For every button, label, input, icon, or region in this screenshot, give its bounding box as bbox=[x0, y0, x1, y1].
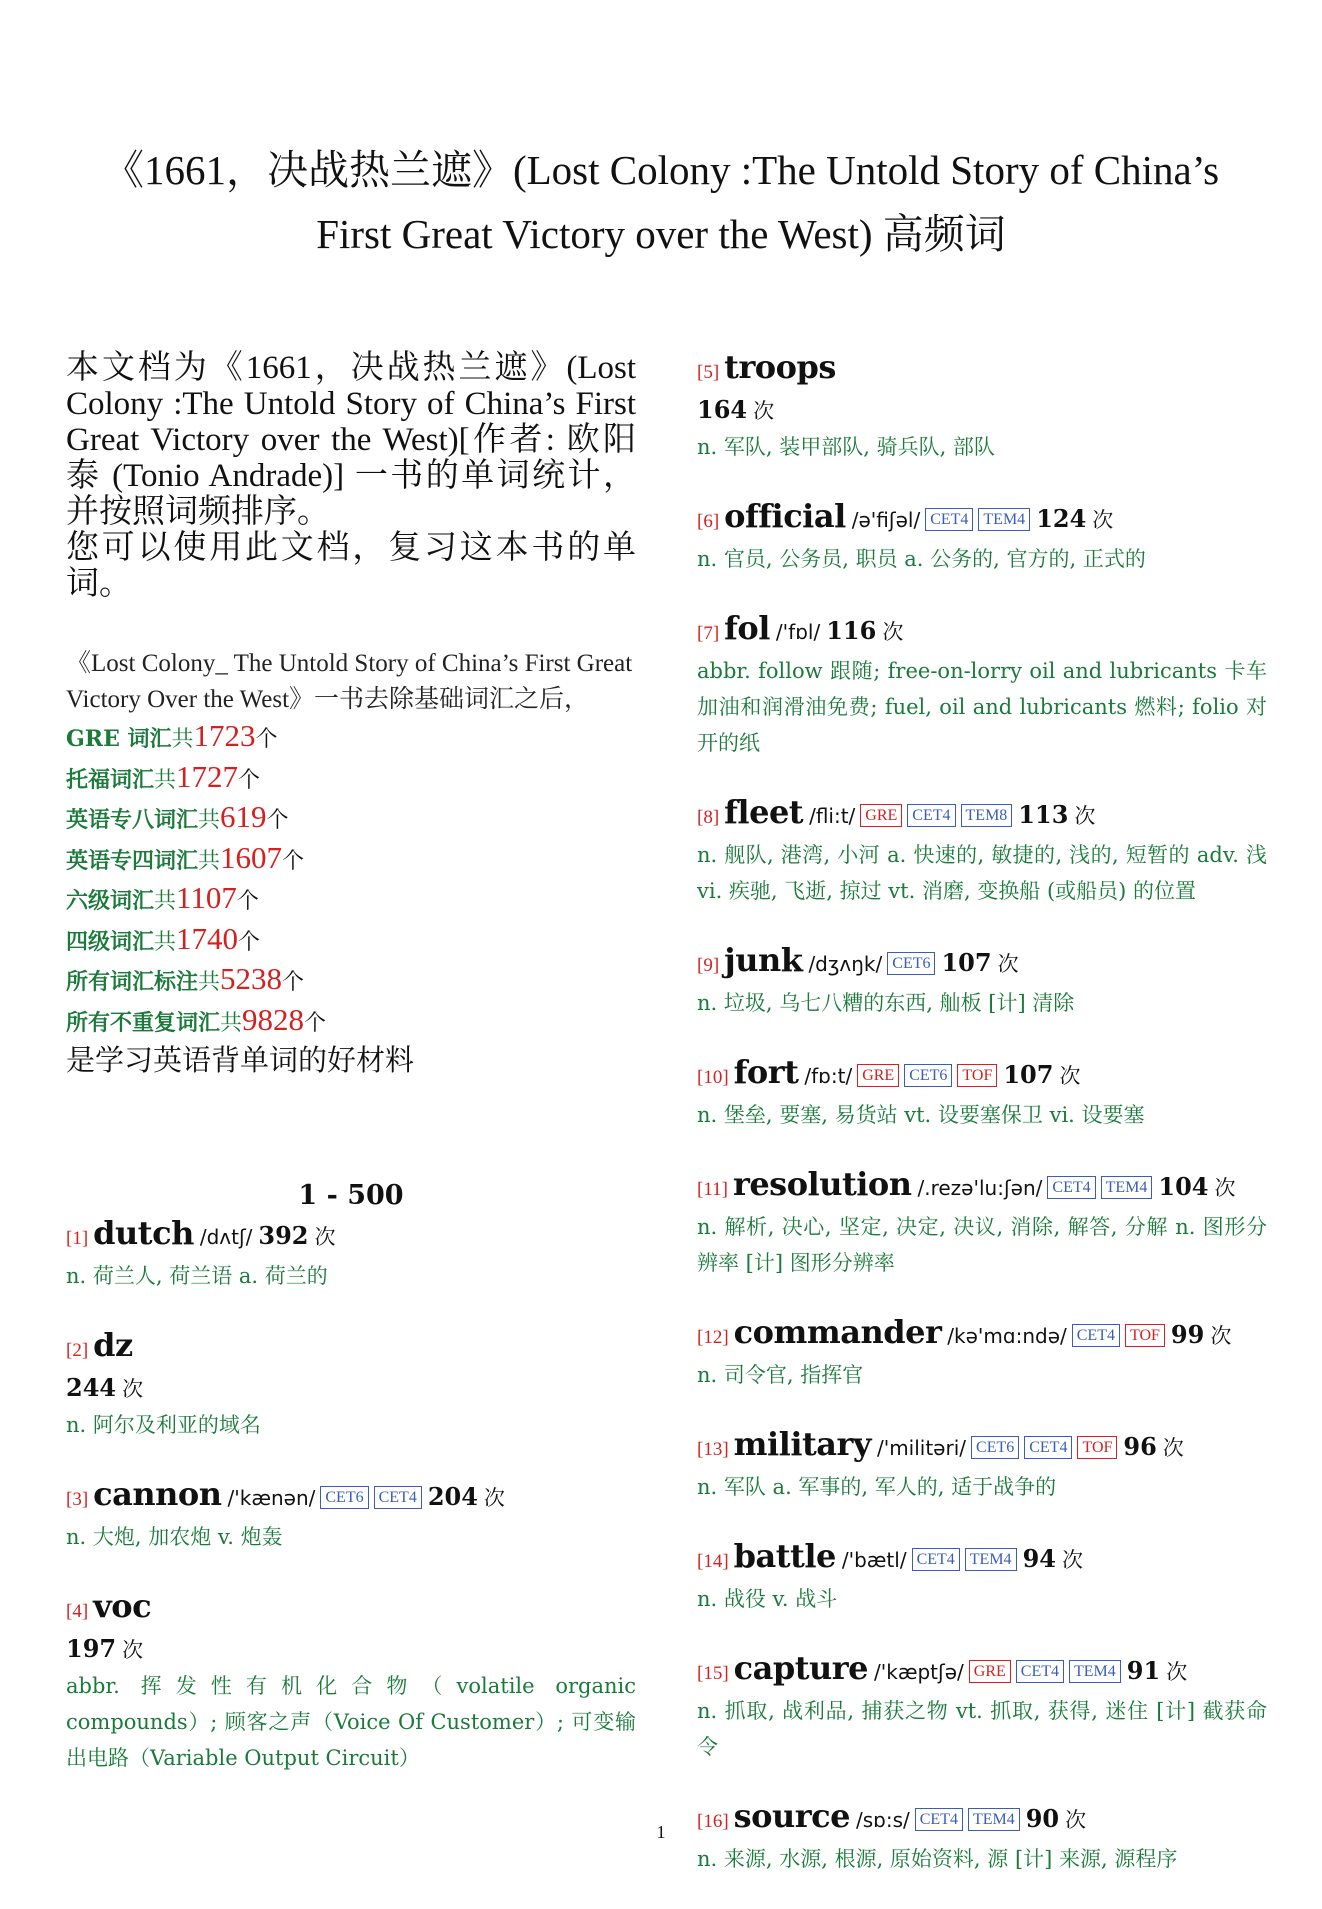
entry-count: 392 bbox=[258, 1221, 309, 1250]
entry-index: [8] bbox=[697, 807, 720, 828]
entry-headline bbox=[66, 1326, 636, 1370]
entry-word: commander bbox=[733, 1313, 942, 1351]
level-tag: TOF bbox=[1077, 1436, 1117, 1459]
entry-headline bbox=[697, 1165, 1267, 1209]
word-entry bbox=[697, 348, 1267, 465]
stat-line-toefl: 托福词汇共1727个 bbox=[66, 758, 261, 794]
stat-line-all-tags: 所有词汇标注共5238个 bbox=[66, 961, 305, 996]
entry-word: capture bbox=[733, 1649, 869, 1687]
entry-count-unit: 次 bbox=[1074, 804, 1096, 828]
page-number: 1 bbox=[656, 1822, 666, 1842]
word-entry bbox=[697, 1053, 1267, 1133]
entry-count-line bbox=[66, 1370, 636, 1407]
entry-phonetic: /.rezə'lu:ʃən/ bbox=[917, 1176, 1043, 1200]
entry-definition: n. 解析, 决心, 坚定, 决定, 决议, 消除, 解答, 分解 n. 图形分辨率 [计] 图形分辨率 bbox=[697, 1215, 1267, 1275]
entry-count-unit: 次 bbox=[122, 1377, 144, 1401]
level-tag: CET4 bbox=[1047, 1176, 1095, 1199]
entry-headline bbox=[697, 609, 1267, 653]
entry-headline bbox=[697, 1649, 1267, 1693]
level-tag: CET6 bbox=[320, 1486, 368, 1509]
stat-line-gre: GRE 词汇共1723个 bbox=[66, 718, 278, 753]
entry-count-unit: 次 bbox=[1059, 1064, 1081, 1088]
entry-count: 104 bbox=[1158, 1172, 1209, 1201]
stat-line-cet6: 六级词汇共1107个 bbox=[66, 880, 259, 915]
word-entry bbox=[66, 1475, 636, 1555]
entry-phonetic: /'kænən/ bbox=[227, 1486, 316, 1510]
word-entry bbox=[66, 1214, 636, 1294]
stat-line-cet4: 四级词汇共1740个 bbox=[66, 920, 261, 956]
word-list-right bbox=[697, 348, 1267, 1877]
entry-count: 94 bbox=[1022, 1544, 1056, 1573]
level-tag: GRE bbox=[860, 804, 902, 827]
entry-phonetic: /'fɒl/ bbox=[775, 620, 821, 644]
entry-headline bbox=[697, 1313, 1267, 1357]
entry-index: [13] bbox=[697, 1439, 729, 1460]
word-entry bbox=[697, 1537, 1267, 1617]
left-column bbox=[66, 350, 636, 1808]
entry-headline bbox=[66, 1475, 636, 1519]
level-tag: CET4 bbox=[1024, 1436, 1072, 1459]
stats-list bbox=[66, 718, 636, 1042]
document-title bbox=[60, 138, 1262, 266]
entry-count: 244 bbox=[66, 1373, 117, 1402]
entry-word: military bbox=[733, 1425, 871, 1463]
entry-word: battle bbox=[733, 1537, 836, 1575]
entry-index: [11] bbox=[697, 1179, 728, 1200]
entry-definition: n. 战役 v. 战斗 bbox=[697, 1587, 838, 1611]
entry-count-line bbox=[697, 392, 1267, 429]
entry-definition: n. 舰队, 港湾, 小河 a. 快速的, 敏捷的, 浅的, 短暂的 adv. 浅 vi. 疾驰, 飞逝, 掠过 vt. 消磨, 变换船 (或船员) 的位置 bbox=[697, 843, 1267, 903]
entry-definition: n. 来源, 水源, 根源, 原始资料, 源 [计] 来源, 源程序 bbox=[697, 1847, 1178, 1871]
entry-phonetic: /kə'mɑ:ndə/ bbox=[947, 1324, 1067, 1348]
entry-word: official bbox=[724, 497, 846, 535]
entry-word: voc bbox=[93, 1587, 152, 1625]
entry-index: [2] bbox=[66, 1340, 89, 1361]
entry-count-unit: 次 bbox=[314, 1225, 336, 1249]
entry-definition: n. 大炮, 加农炮 v. 炮轰 bbox=[66, 1525, 283, 1549]
level-tag: TEM4 bbox=[1101, 1176, 1153, 1199]
entry-count: 124 bbox=[1036, 504, 1087, 533]
entry-count: 164 bbox=[697, 395, 748, 424]
entry-phonetic: /dʒʌŋk/ bbox=[808, 952, 883, 976]
word-entry bbox=[697, 1425, 1267, 1505]
entry-definition: n. 堡垒, 要塞, 易货站 vt. 设要塞保卫 vi. 设要塞 bbox=[697, 1103, 1145, 1127]
word-entry bbox=[697, 1313, 1267, 1393]
level-tag: TEM4 bbox=[968, 1808, 1020, 1831]
entry-index: [10] bbox=[697, 1067, 729, 1088]
entry-phonetic: /'bætl/ bbox=[841, 1548, 907, 1572]
entry-count: 90 bbox=[1025, 1804, 1060, 1833]
entry-count: 96 bbox=[1123, 1432, 1157, 1461]
entry-word: junk bbox=[724, 941, 803, 979]
entry-definition: n. 司令官, 指挥官 bbox=[697, 1363, 864, 1387]
level-tag: CET4 bbox=[1016, 1660, 1064, 1683]
entry-word: dutch bbox=[93, 1214, 194, 1252]
word-entry bbox=[697, 941, 1267, 1021]
level-tag: TEM4 bbox=[965, 1548, 1017, 1571]
entry-phonetic: /dʌtʃ/ bbox=[199, 1225, 253, 1249]
filter-note: 《Lost Colony_ The Untold Story of China’s First Great Victory Over the West》一书去除基础词汇之后， bbox=[66, 650, 633, 713]
entry-count-unit: 次 bbox=[997, 952, 1019, 976]
entry-count-unit: 次 bbox=[1065, 1808, 1087, 1832]
entry-definition: n. 抓取, 战利品, 捕获之物 vt. 抓取, 获得, 迷住 [计] 截获命令 bbox=[697, 1699, 1267, 1759]
entry-index: [3] bbox=[66, 1489, 89, 1510]
entry-definition: abbr. follow 跟随; free-on-lorry oil and lubricants 卡车加油和润滑油免费; fuel, oil and lubricants 燃料; folio 对开的纸 bbox=[697, 659, 1267, 755]
closing-line: 是学习英语背单词的好材料 bbox=[66, 1043, 415, 1077]
entry-index: [12] bbox=[697, 1327, 729, 1348]
word-entry bbox=[697, 609, 1267, 761]
entry-count-unit: 次 bbox=[1061, 1548, 1083, 1572]
word-entry bbox=[697, 793, 1267, 909]
title-line-1: 《1661，决战热兰遮》(Lost Colony :The Untold Story of China’s bbox=[102, 147, 1220, 193]
entry-count-unit: 次 bbox=[1214, 1176, 1236, 1200]
entry-definition: n. 官员, 公务员, 职员 a. 公务的, 官方的, 正式的 bbox=[697, 547, 1146, 571]
word-entry bbox=[66, 1587, 636, 1776]
entry-headline bbox=[66, 1587, 636, 1631]
entry-headline bbox=[66, 1214, 636, 1258]
right-column bbox=[697, 348, 1267, 1909]
entry-index: [1] bbox=[66, 1228, 89, 1249]
level-tag: GRE bbox=[969, 1660, 1011, 1683]
level-tag: TEM8 bbox=[961, 804, 1013, 827]
entry-headline bbox=[697, 1425, 1267, 1469]
entry-phonetic: /sɒ:s/ bbox=[855, 1808, 910, 1832]
entry-index: [6] bbox=[697, 511, 720, 532]
word-entry bbox=[697, 1165, 1267, 1281]
entry-count: 107 bbox=[1003, 1060, 1054, 1089]
level-tag: GRE bbox=[857, 1064, 899, 1087]
entry-headline bbox=[697, 348, 1267, 392]
level-tag: TOF bbox=[1125, 1324, 1165, 1347]
entry-phonetic: /fli:t/ bbox=[809, 804, 856, 828]
level-tag: CET4 bbox=[374, 1486, 422, 1509]
entry-count-unit: 次 bbox=[1166, 1660, 1188, 1684]
entry-index: [16] bbox=[697, 1811, 729, 1832]
level-tag: TEM4 bbox=[1069, 1660, 1121, 1683]
entry-index: [5] bbox=[697, 362, 720, 383]
intro-usage: 您可以使用此文档，复习这本书的单词。 bbox=[66, 530, 636, 602]
entry-word: troops bbox=[724, 348, 836, 386]
range-heading: 1 - 500 bbox=[298, 1180, 404, 1211]
entry-definition: n. 垃圾, 乌七八糟的东西, 舢板 [计] 清除 bbox=[697, 991, 1075, 1015]
entry-headline bbox=[697, 793, 1267, 837]
entry-phonetic: /'militəri/ bbox=[876, 1436, 967, 1460]
stat-line-unique: 所有不重复词汇共9828个 bbox=[66, 1001, 327, 1037]
entry-word: fleet bbox=[724, 793, 804, 831]
entry-definition: n. 军队 a. 军事的, 军人的, 适于战争的 bbox=[697, 1475, 1057, 1499]
entry-phonetic: /ə'fiʃəl/ bbox=[851, 508, 921, 532]
level-tag: CET6 bbox=[904, 1064, 952, 1087]
stat-line-tem4: 英语专四词汇共1607个 bbox=[66, 839, 305, 875]
word-entry bbox=[66, 1326, 636, 1443]
entry-headline bbox=[697, 1537, 1267, 1581]
entry-headline bbox=[697, 941, 1267, 985]
entry-index: [9] bbox=[697, 955, 720, 976]
entry-definition: n. 阿尔及利亚的域名 bbox=[66, 1413, 261, 1437]
entry-headline bbox=[697, 1053, 1267, 1097]
word-list-left bbox=[66, 1214, 636, 1776]
entry-word: fort bbox=[733, 1053, 799, 1091]
word-entry bbox=[697, 497, 1267, 577]
entry-index: [7] bbox=[697, 623, 720, 644]
level-tag: CET4 bbox=[1072, 1324, 1120, 1347]
entry-count: 107 bbox=[941, 948, 992, 977]
entry-count: 91 bbox=[1126, 1656, 1161, 1685]
level-tag: CET4 bbox=[907, 804, 955, 827]
entry-index: [4] bbox=[66, 1601, 89, 1622]
entry-count: 116 bbox=[826, 616, 877, 645]
level-tag: CET6 bbox=[971, 1436, 1019, 1459]
entry-count-unit: 次 bbox=[122, 1638, 144, 1662]
entry-index: [15] bbox=[697, 1663, 729, 1684]
entry-word: cannon bbox=[93, 1475, 222, 1513]
entry-count-unit: 次 bbox=[483, 1486, 505, 1510]
entry-phonetic: /'kæptʃə/ bbox=[874, 1660, 964, 1684]
entry-count-unit: 次 bbox=[1162, 1436, 1184, 1460]
entry-count: 113 bbox=[1018, 800, 1069, 829]
title-line-2: First Great Victory over the West) 高频词 bbox=[316, 211, 1006, 257]
stat-line-tem8: 英语专八词汇共619个 bbox=[66, 799, 289, 834]
entry-definition: abbr. 挥发性有机化合物（volatile organic compounds）; 顾客之声（Voice Of Customer）; 可变输出电路（Variable Output Circuit） bbox=[66, 1674, 636, 1770]
entry-count-unit: 次 bbox=[882, 620, 904, 644]
entry-definition: n. 荷兰人, 荷兰语 a. 荷兰的 bbox=[66, 1264, 328, 1288]
entry-count-line bbox=[66, 1631, 636, 1668]
entry-word: source bbox=[733, 1797, 850, 1835]
entry-phonetic: /fɒ:t/ bbox=[804, 1064, 853, 1088]
entry-count: 197 bbox=[66, 1634, 117, 1663]
level-tag: TEM4 bbox=[978, 508, 1030, 531]
level-tag: CET4 bbox=[915, 1808, 963, 1831]
entry-count-unit: 次 bbox=[753, 399, 775, 423]
level-tag: CET4 bbox=[925, 508, 973, 531]
entry-headline bbox=[697, 497, 1267, 541]
entry-word: dz bbox=[93, 1326, 133, 1364]
level-tag: CET4 bbox=[912, 1548, 960, 1571]
entry-count: 99 bbox=[1170, 1320, 1205, 1349]
entry-count-unit: 次 bbox=[1210, 1324, 1232, 1348]
entry-index: [14] bbox=[697, 1551, 729, 1572]
entry-count: 204 bbox=[427, 1482, 478, 1511]
entry-word: fol bbox=[724, 609, 770, 647]
intro-paragraph: 本文档为《1661，决战热兰遮》(Lost Colony :The Untold Story of China’s First Great Victory over the West)[作者: 欧阳泰 (Tonio Andrade)] 一书的单词统计，并按照词频排序。 您可以使用此文档，复习这本书的单词。 bbox=[66, 350, 636, 602]
entry-count-unit: 次 bbox=[1092, 508, 1114, 532]
word-entry bbox=[697, 1649, 1267, 1765]
level-tag: TOF bbox=[957, 1064, 997, 1087]
entry-definition: n. 军队, 装甲部队, 骑兵队, 部队 bbox=[697, 435, 995, 459]
level-tag: CET6 bbox=[887, 952, 935, 975]
entry-word: resolution bbox=[732, 1165, 912, 1203]
